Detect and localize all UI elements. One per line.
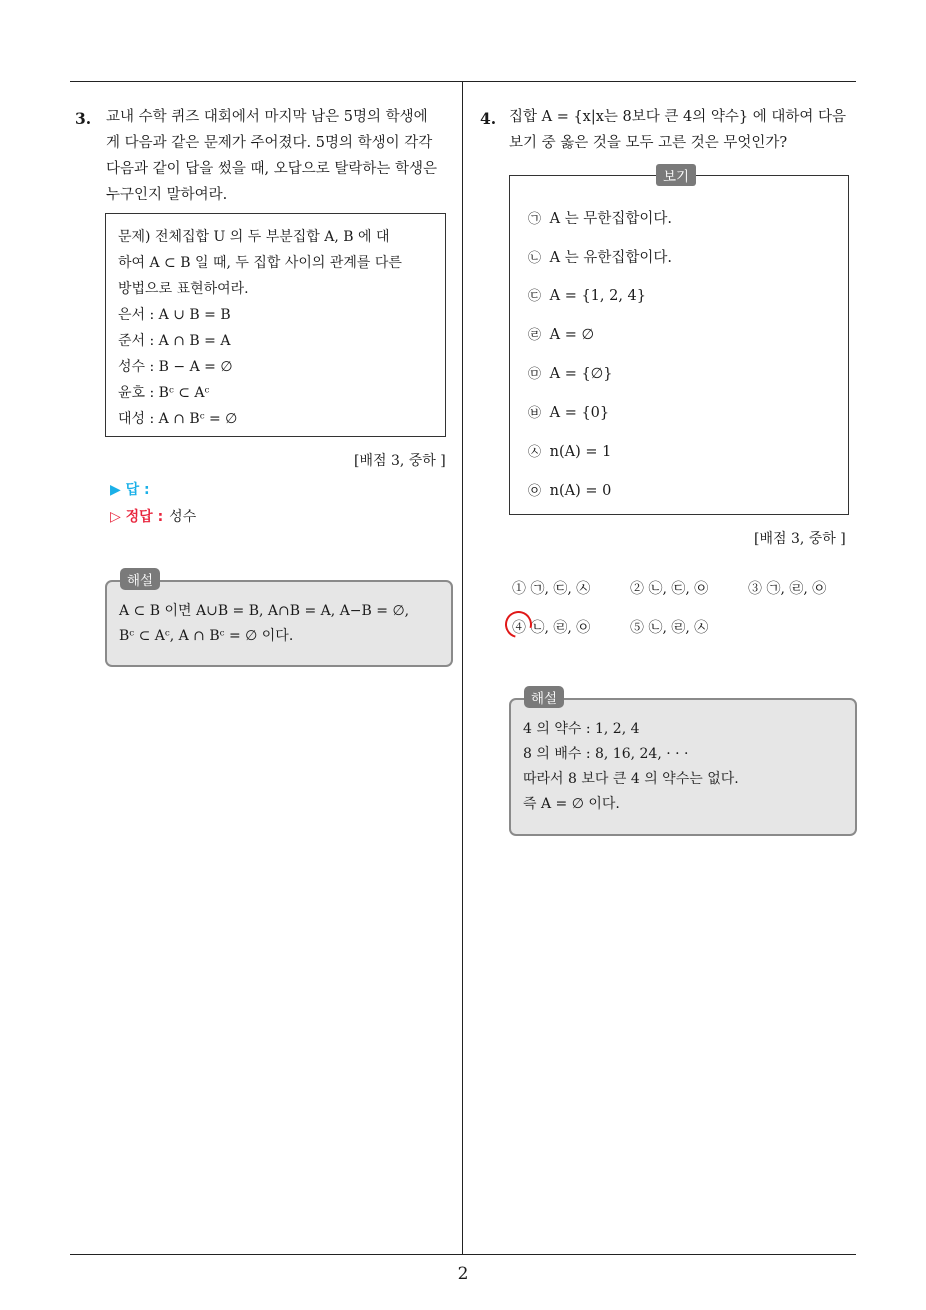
bogi-mark: ㉥ — [528, 406, 542, 421]
bogi-text: n(A) = 0 — [549, 483, 612, 499]
problem-line: 방법으로 표현하여라. — [118, 281, 249, 297]
problem-line: 대성 : A ∩ Bᶜ = ∅ — [118, 411, 238, 427]
bottom-rule — [70, 1254, 856, 1255]
question-4-line: 집합 A = {x|x는 8보다 큰 4의 약수} 에 대하여 다음 — [509, 109, 846, 125]
bogi-item — [528, 246, 672, 267]
bogi-item — [528, 324, 594, 343]
bogi-item — [528, 363, 613, 382]
choice-4[interactable]: ④ ㉡, ㉣, ㉧ — [512, 620, 591, 636]
problem-line: 성수 : B − A = ∅ — [118, 359, 233, 375]
choice-2[interactable]: ② ㉡, ㉢, ㉧ — [630, 581, 709, 597]
bogi-text: A 는 무한집합이다. — [549, 211, 672, 227]
choice-1[interactable]: ① ㉠, ㉢, ㉦ — [512, 581, 591, 597]
explanation-tag: 해설 — [524, 686, 564, 708]
choice-5[interactable]: ⑤ ㉡, ㉣, ㉦ — [630, 620, 709, 636]
problem-line: 윤호 : Bᶜ ⊂ Aᶜ — [118, 385, 210, 401]
question-3-score: [배점 3, 중하 ] — [354, 453, 446, 469]
page-number: 2 — [457, 1264, 469, 1284]
question-3-line: 게 다음과 같은 문제가 주어졌다. 5명의 학생이 각각 — [106, 135, 433, 151]
bogi-mark: ㉤ — [528, 367, 542, 382]
bogi-item — [528, 207, 672, 228]
question-3-problem-box — [105, 213, 446, 437]
bogi-text: A 는 유한집합이다. — [549, 250, 672, 266]
question-4-number: 4. — [480, 109, 497, 128]
question-3-number: 3. — [75, 109, 92, 128]
explanation-line: 따라서 8 보다 큰 4 의 약수는 없다. — [523, 771, 739, 787]
correct-answer-value: 성수 — [169, 509, 197, 525]
choice-3[interactable]: ③ ㉠, ㉣, ㉧ — [748, 581, 827, 597]
explanation-line: Bᶜ ⊂ Aᶜ, A ∩ Bᶜ = ∅ 이다. — [119, 628, 294, 644]
bogi-text: A = ∅ — [549, 327, 595, 343]
bogi-tag: 보기 — [656, 164, 696, 186]
question-4-score: [배점 3, 중하 ] — [754, 531, 846, 547]
bogi-item — [528, 441, 611, 460]
bogi-item — [528, 402, 609, 421]
explanation-line: A ⊂ B 이면 A∪B = B, A∩B = A, A−B = ∅, — [119, 603, 410, 619]
bogi-mark: ㉠ — [528, 212, 542, 227]
bogi-mark: ㉣ — [528, 328, 542, 343]
selected-answer-circle-icon — [500, 606, 537, 643]
explanation-line: 4 의 약수 : 1, 2, 4 — [523, 721, 640, 737]
bogi-text: A = {∅} — [549, 366, 613, 382]
problem-line: 하여 A ⊂ B 일 때, 두 집합 사이의 관계를 다른 — [118, 255, 402, 271]
explanation-line: 8 의 배수 : 8, 16, 24, · · · — [523, 746, 689, 762]
problem-line: 문제) 전체집합 U 의 두 부분집합 A, B 에 대 — [118, 229, 390, 245]
bogi-mark: ㉢ — [528, 289, 542, 304]
bogi-mark: ㉦ — [528, 445, 542, 460]
correct-answer — [110, 506, 196, 526]
bogi-text: n(A) = 1 — [549, 444, 612, 460]
correct-answer-label: ▷ 정답 : — [110, 509, 164, 525]
question-3-line: 다음과 같이 답을 썼을 때, 오답으로 탈락하는 학생은 — [106, 161, 438, 177]
answer-label: ▶ 답 : — [110, 482, 150, 498]
problem-line: 준서 : A ∩ B = A — [118, 333, 231, 349]
bogi-text: A = {0} — [549, 405, 610, 421]
question-4-line: 보기 중 옳은 것을 모두 고른 것은 무엇인가? — [509, 135, 788, 151]
question-3-line: 교내 수학 퀴즈 대회에서 마지막 남은 5명의 학생에 — [106, 109, 428, 125]
bogi-mark: ㉧ — [528, 484, 542, 499]
question-4-text — [509, 104, 859, 156]
problem-line: 은서 : A ∪ B = B — [118, 307, 231, 323]
bogi-mark: ㉡ — [528, 251, 542, 266]
question-3-line: 누구인지 말하여라. — [106, 187, 228, 203]
column-divider — [462, 81, 463, 1254]
question-3-text — [106, 104, 456, 208]
question-4-explanation — [509, 698, 857, 836]
bogi-item — [528, 480, 611, 499]
bogi-text: A = {1, 2, 4} — [549, 288, 647, 304]
explanation-tag: 해설 — [120, 568, 160, 590]
bogi-item — [528, 285, 646, 304]
explanation-line: 즉 A = ∅ 이다. — [523, 796, 620, 812]
question-3-explanation — [105, 580, 453, 667]
